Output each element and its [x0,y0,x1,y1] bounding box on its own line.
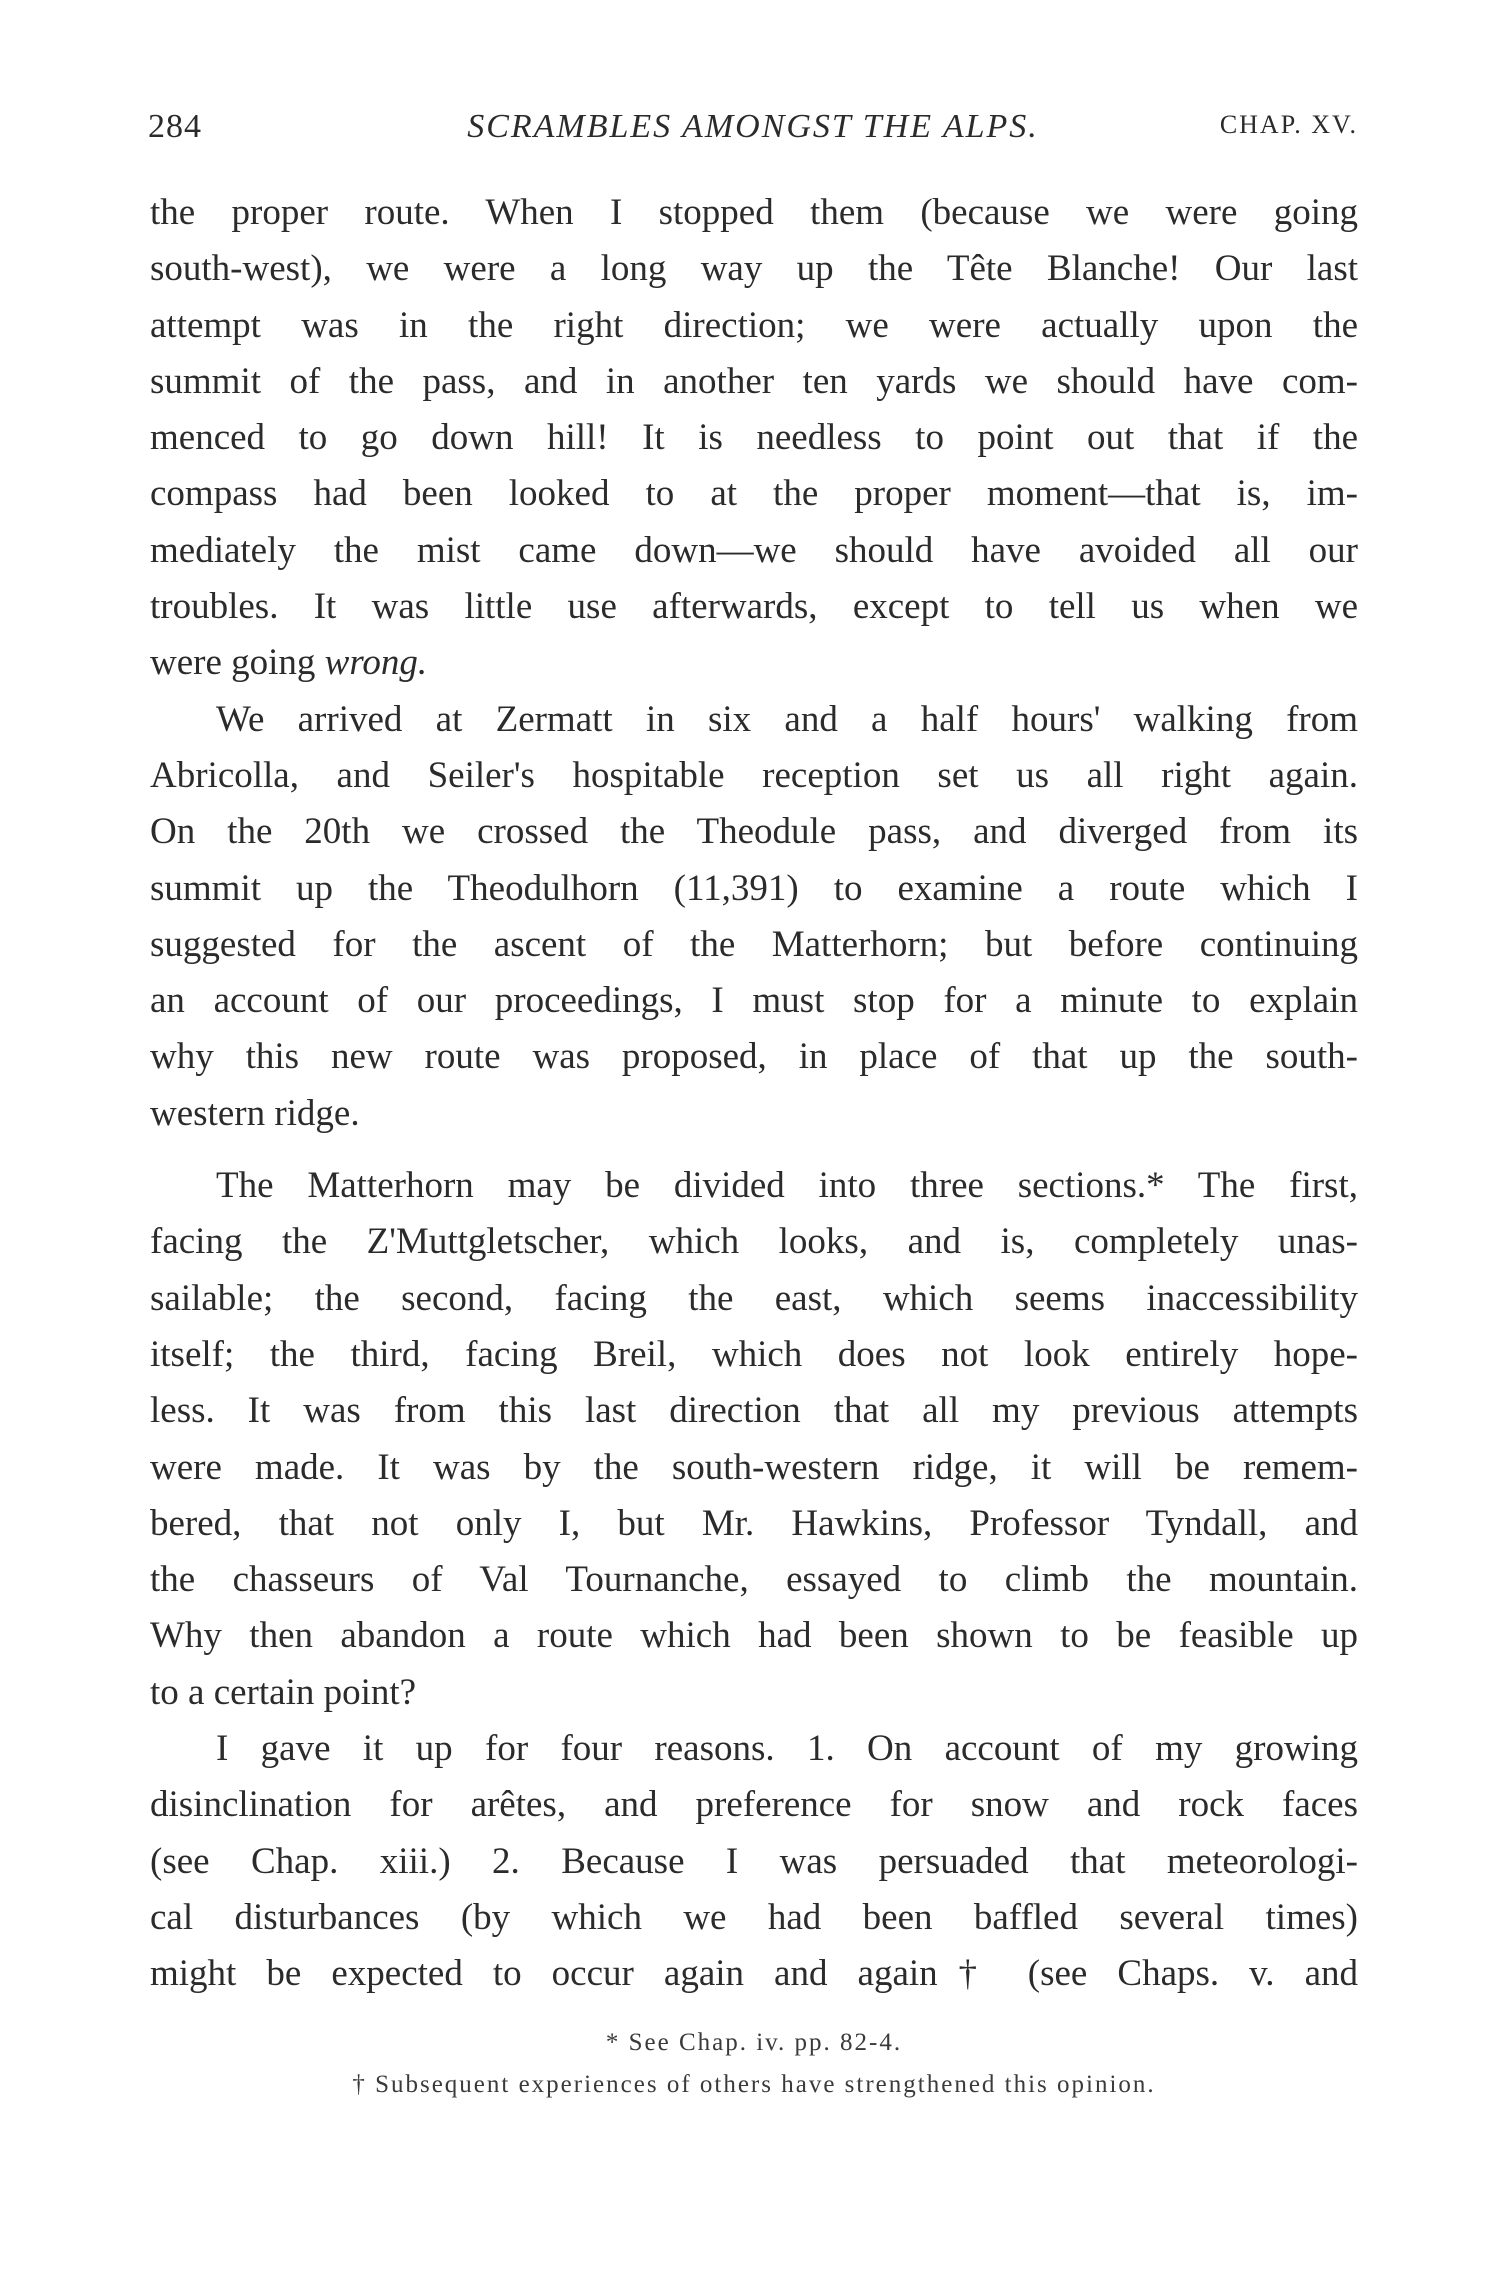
paragraph [150,692,1358,1142]
text-line: itself; the third, facing Breil, which does not look entirely hope- [150,1333,1358,1375]
text-line: western ridge. [150,1092,360,1134]
footnote: † Subsequent experiences of others have strengthened this opinion. [352,2071,1156,2098]
text-run: were going [150,642,325,684]
text-line: sailable; the second, facing the east, which seems inaccessibility [150,1277,1358,1319]
text-line: facing the Z'Muttgletscher, which looks, and is, completely unas- [150,1221,1358,1263]
italic-word: wrong. [324,642,428,684]
text-line: summit of the pass, and in another ten yards we should have com- [150,360,1358,402]
text-line: suggested for the ascent of the Matterhorn; but before continuing [150,923,1358,965]
book-title: SCRAMBLES AMONGST THE ALPS. [467,108,1039,145]
text-line: I gave it up for four reasons. 1. On account of my growing [216,1728,1358,1770]
text-line: south-west), we were a long way up the Tête Blanche! Our last [150,248,1358,290]
text-line: troubles. It was little use afterwards, except to tell us when we [150,586,1358,628]
chapter-label: CHAP. XV. [1219,110,1358,139]
text-line: summit up the Theodulhorn (11,391) to examine a route which I [150,867,1358,909]
text-line: the chasseurs of Val Tournanche, essayed to climb the mountain. [150,1559,1358,1601]
page-number: 284 [148,108,202,145]
paragraph [150,185,1358,692]
text-line: an account of our proceedings, I must stop for a minute to explain [150,980,1358,1022]
text-line: Abricolla, and Seiler's hospitable reception set us all right again. [150,754,1358,796]
text-line: The Matterhorn may be divided into three sections.* The first, [216,1165,1358,1207]
text-line: menced to go down hill! It is needless to point out that if the [150,417,1358,459]
text-line: were made. It was by the south-western ridge, it will be remem- [150,1446,1358,1488]
text-line: We arrived at Zermatt in six and a half hours' walking from [216,698,1358,740]
text-line: might be expected to occur again and again† (see Chaps. v. and [150,1953,1358,1995]
text-line: cal disturbances (by which we had been baffled several times) [150,1896,1358,1938]
text-line: attempt was in the right direction; we were actually upon the [150,304,1358,346]
text-line: compass had been looked to at the proper moment—that is, im- [150,473,1358,515]
paragraph [150,1158,1358,1721]
text-line: why this new route was proposed, in place of that up the south- [150,1036,1358,1078]
text-line: Why then abandon a route which had been shown to be feasible up [150,1615,1358,1657]
text-line: disinclination for arêtes, and preference for snow and rock faces [150,1784,1358,1826]
text-line: On the 20th we crossed the Theodule pass, and diverged from its [150,811,1358,853]
text-line [150,635,1358,691]
running-head [148,108,1358,158]
footnote: * See Chap. iv. pp. 82-4. [605,2029,903,2056]
footnotes [150,2022,1358,2106]
text-line: mediately the mist came down—we should have avoided all our [150,529,1358,571]
text-line: less. It was from this last direction that all my previous attempts [150,1390,1358,1432]
section-gap [150,1142,1358,1158]
text-line: bered, that not only I, but Mr. Hawkins, Professor Tyndall, and [150,1502,1358,1544]
text-line: (see Chap. xiii.) 2. Because I was persuaded that meteorologi- [150,1840,1358,1882]
body-text [150,185,1358,2003]
text-line: the proper route. When I stopped them (because we were going [150,192,1358,233]
text-line: to a certain point? [150,1671,417,1713]
paragraph [150,1721,1358,2002]
